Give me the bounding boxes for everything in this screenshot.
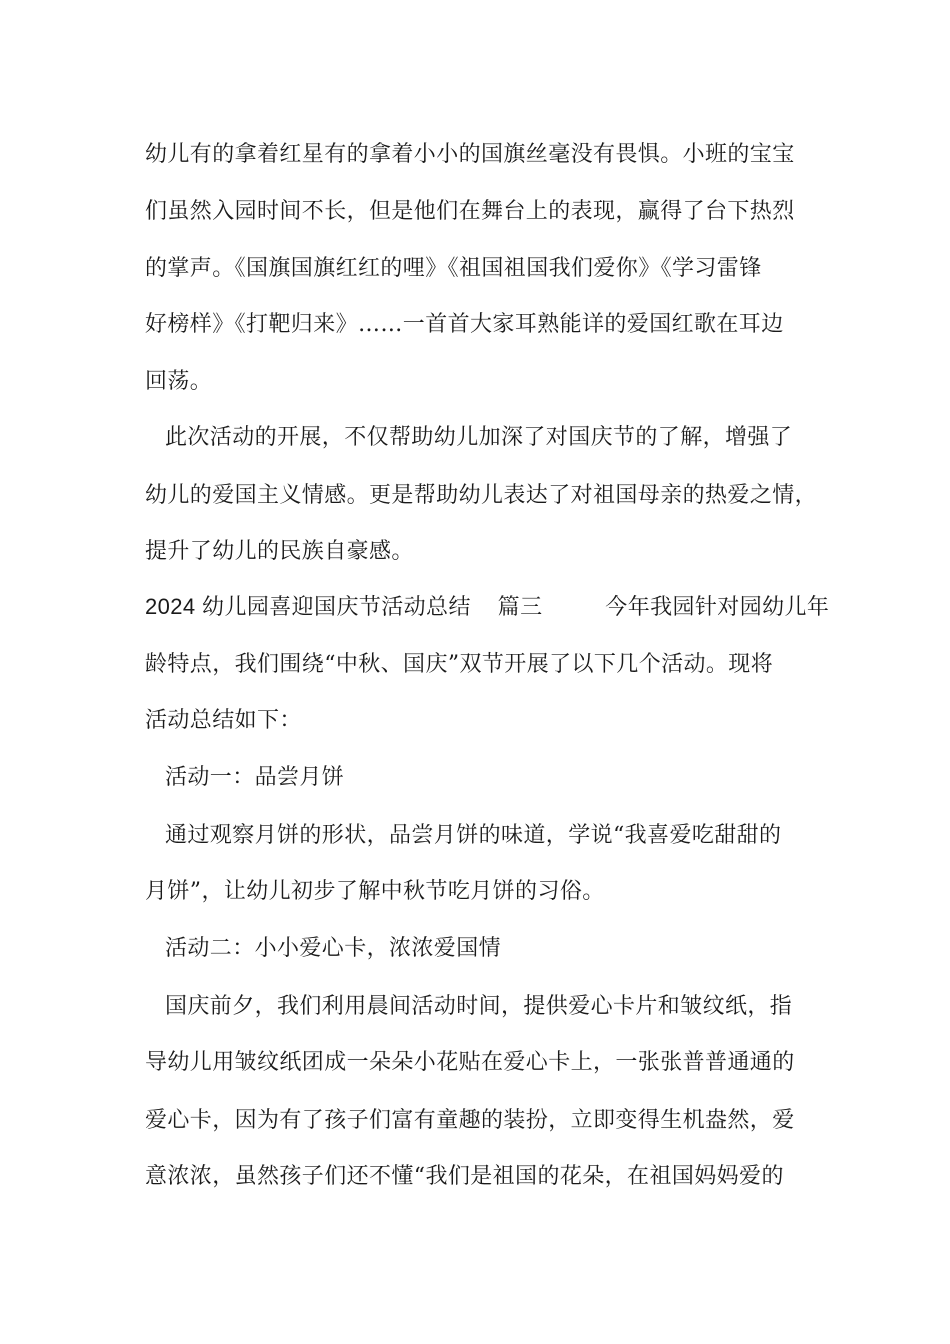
paragraph-line: 国庆前夕，我们利用晨间活动时间，提供爱心卡片和皱纹纸，指 bbox=[165, 994, 793, 1019]
section-title: 2024 幼儿园喜迎国庆节活动总结 bbox=[145, 594, 471, 619]
paragraph-line: 意浓浓，虽然孩子们还不懂“我们是祖国的花朵，在祖国妈妈爱的 bbox=[145, 1164, 784, 1189]
paragraph-line: 的掌声。《国旗国旗红红的哩》《祖国祖国我们爱你》《学习雷锋 bbox=[145, 256, 762, 281]
paragraph-line: 爱心卡，因为有了孩子们富有童趣的装扮，立即变得生机盎然，爱 bbox=[145, 1108, 795, 1133]
section-first-text: 今年我园针对园幼儿年 bbox=[605, 595, 830, 620]
paragraph-line: 好榜样》《打靶归来》……一首首大家耳熟能详的爱国红歌在耳边 bbox=[145, 312, 784, 337]
paragraph-line: 活动总结如下： bbox=[145, 708, 302, 733]
paragraph-line: 导幼儿用皱纹纸团成一朵朵小花贴在爱心卡上，一张张普普通通的 bbox=[145, 1050, 795, 1075]
paragraph-line: 回荡。 bbox=[145, 369, 213, 394]
paragraph-line: 通过观察月饼的形状，品尝月饼的味道，学说“我喜爱吃甜甜的 bbox=[165, 823, 782, 848]
paragraph-line: 们虽然入园时间不长，但是他们在舞台上的表现，赢得了台下热烈 bbox=[145, 199, 795, 224]
paragraph-line: 龄特点，我们围绕“中秋、国庆”双节开展了以下几个活动。现将 bbox=[145, 652, 774, 677]
section-heading-line bbox=[145, 592, 835, 623]
section-part: 篇三 bbox=[497, 595, 543, 620]
paragraph-line: 此次活动的开展，不仅帮助幼儿加深了对国庆节的了解，增强了 bbox=[165, 425, 793, 450]
paragraph-line: 幼儿有的拿着红星有的拿着小小的国旗丝毫没有畏惧。小班的宝宝 bbox=[145, 142, 795, 167]
paragraph-line: 幼儿的爱国主义情感。更是帮助幼儿表达了对祖国母亲的热爱之情， bbox=[145, 483, 818, 508]
activity-heading: 活动二：小小爱心卡，浓浓爱国情 bbox=[165, 936, 502, 961]
paragraph-line: 月饼”，让幼儿初步了解中秋节吃月饼的习俗。 bbox=[145, 879, 605, 904]
activity-heading: 活动一：品尝月饼 bbox=[165, 765, 345, 790]
paragraph-line: 提升了幼儿的民族自豪感。 bbox=[145, 539, 414, 564]
